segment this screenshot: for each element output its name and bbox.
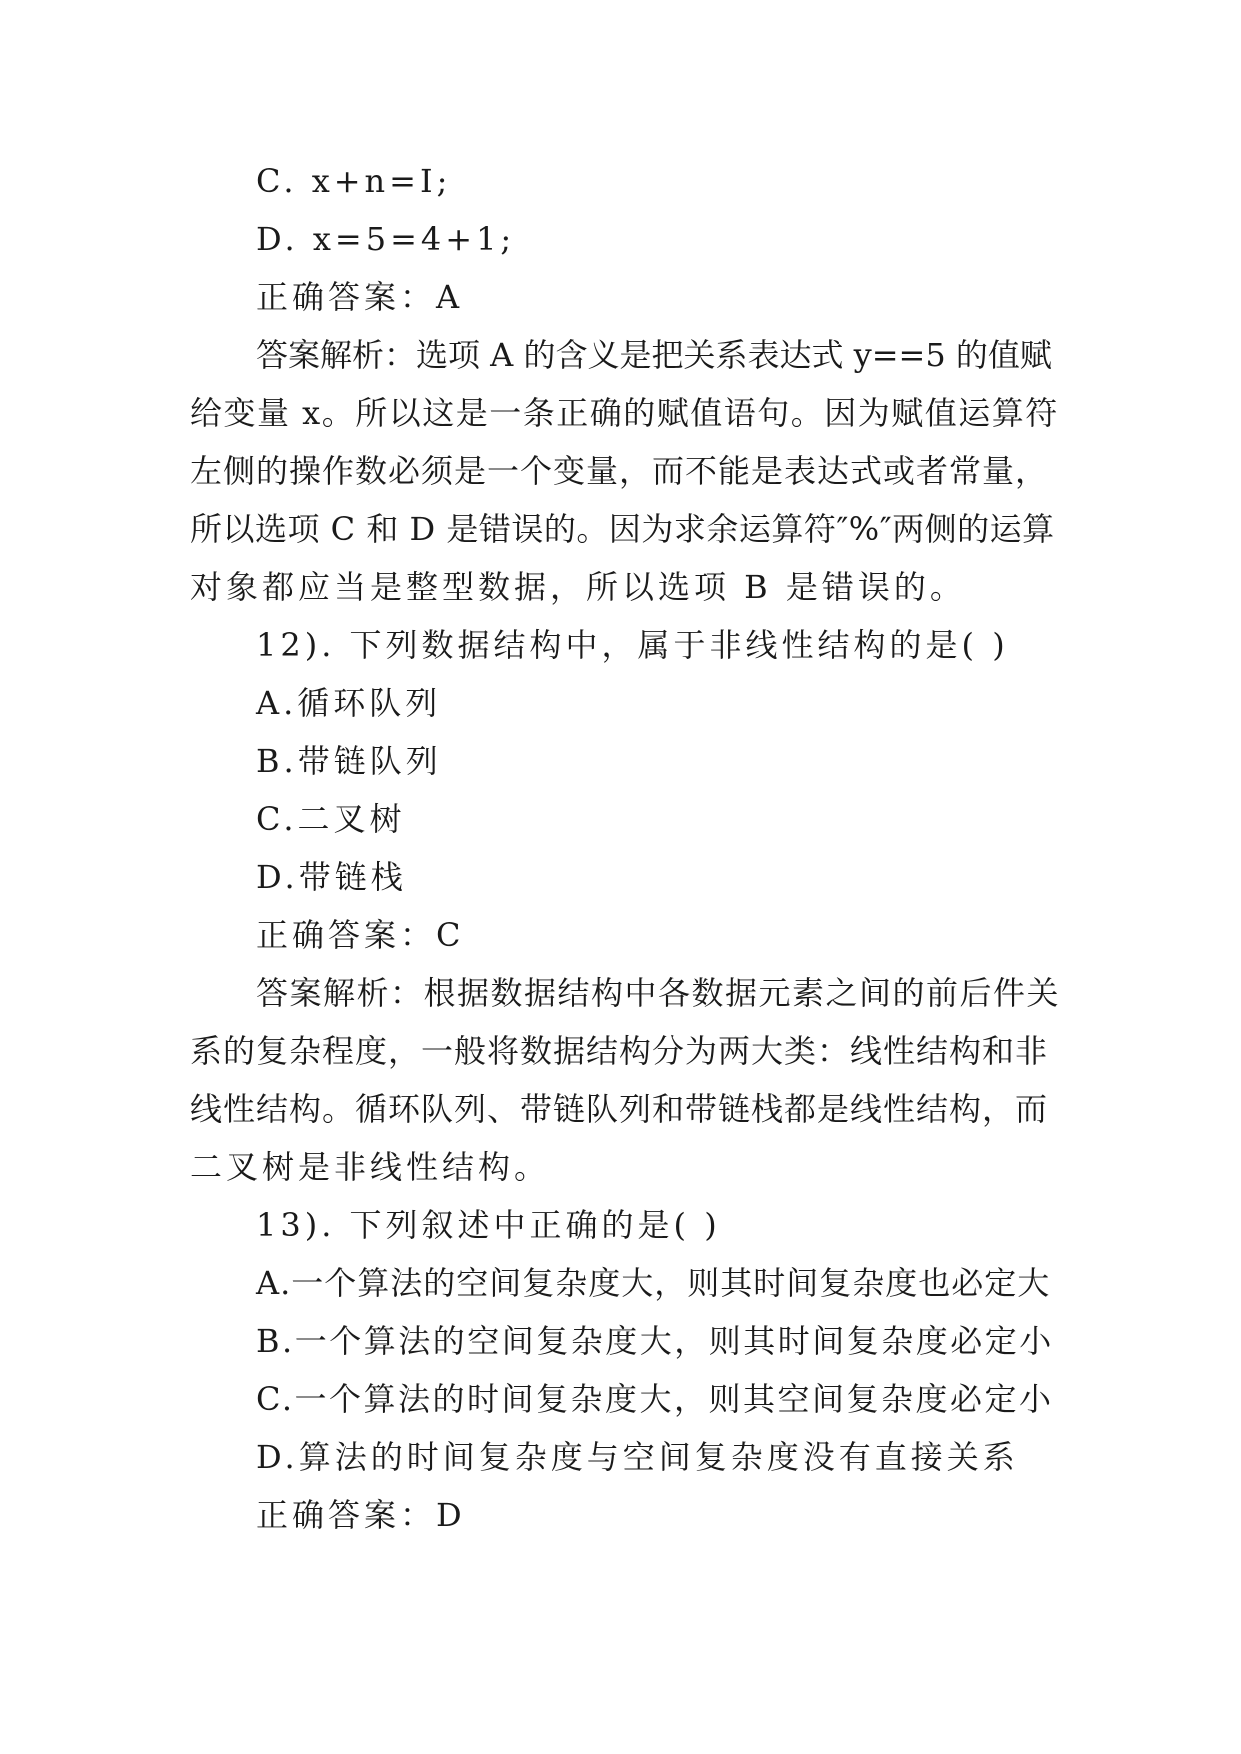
q11-analysis-line: 所以选项 C 和 D 是错误的。因为求余运算符″%″两侧的运算: [190, 510, 1055, 548]
q13-option-d: D.算法的时间复杂度与空间复杂度没有直接关系: [256, 1438, 1019, 1476]
q13-option-a: A.一个算法的空间复杂度大，则其时间复杂度也必定大: [256, 1264, 1051, 1302]
q13-option-c: C.一个算法的时间复杂度大，则其空间复杂度必定小: [256, 1380, 1054, 1418]
q13-question: 13). 下列叙述中正确的是( ): [256, 1206, 721, 1244]
q12-question: 12). 下列数据结构中，属于非线性结构的是( ): [256, 626, 1009, 664]
q11-analysis-line: 左侧的操作数必须是一个变量，而不能是表达式或者常量，: [190, 452, 1049, 490]
q11-answer: 正确答案：A: [256, 278, 464, 316]
q11-analysis-line: 对象都应当是整型数据，所以选项 B 是错误的。: [190, 568, 966, 606]
q11-option-c: C. x+n=I;: [256, 162, 452, 200]
q11-analysis-line: 给变量 x。所以这是一条正确的赋值语句。因为赋值运算符: [190, 394, 1059, 432]
q12-option-b: B.带链队列: [256, 742, 442, 780]
q11-analysis: [190, 326, 1060, 616]
q12-option-d: D.带链栈: [256, 858, 407, 896]
q12-answer: 正确答案：C: [256, 916, 465, 954]
q11-option-d: D. x=5=4+1;: [256, 220, 516, 258]
q12-analysis: [190, 964, 1060, 1196]
q12-option-a: A.循环队列: [256, 684, 442, 722]
q12-analysis-line: 答案解析：根据数据结构中各数据元素之间的前后件关: [256, 974, 1061, 1012]
document-page: [190, 152, 1060, 1544]
q12-analysis-line: 系的复杂程度，一般将数据结构分为两大类：线性结构和非: [190, 1032, 1049, 1070]
q11-analysis-line: 答案解析：选项 A 的含义是把关系表达式 y==5 的值赋: [256, 336, 1052, 374]
q12-analysis-line: 二叉树是非线性结构。: [190, 1148, 551, 1186]
q13-answer: 正确答案：D: [256, 1496, 466, 1534]
q13-option-b: B.一个算法的空间复杂度大，则其时间复杂度必定小: [256, 1322, 1054, 1360]
q12-analysis-line: 线性结构。循环队列、带链队列和带链栈都是线性结构，而: [190, 1090, 1049, 1128]
q12-option-c: C.二叉树: [256, 800, 406, 838]
